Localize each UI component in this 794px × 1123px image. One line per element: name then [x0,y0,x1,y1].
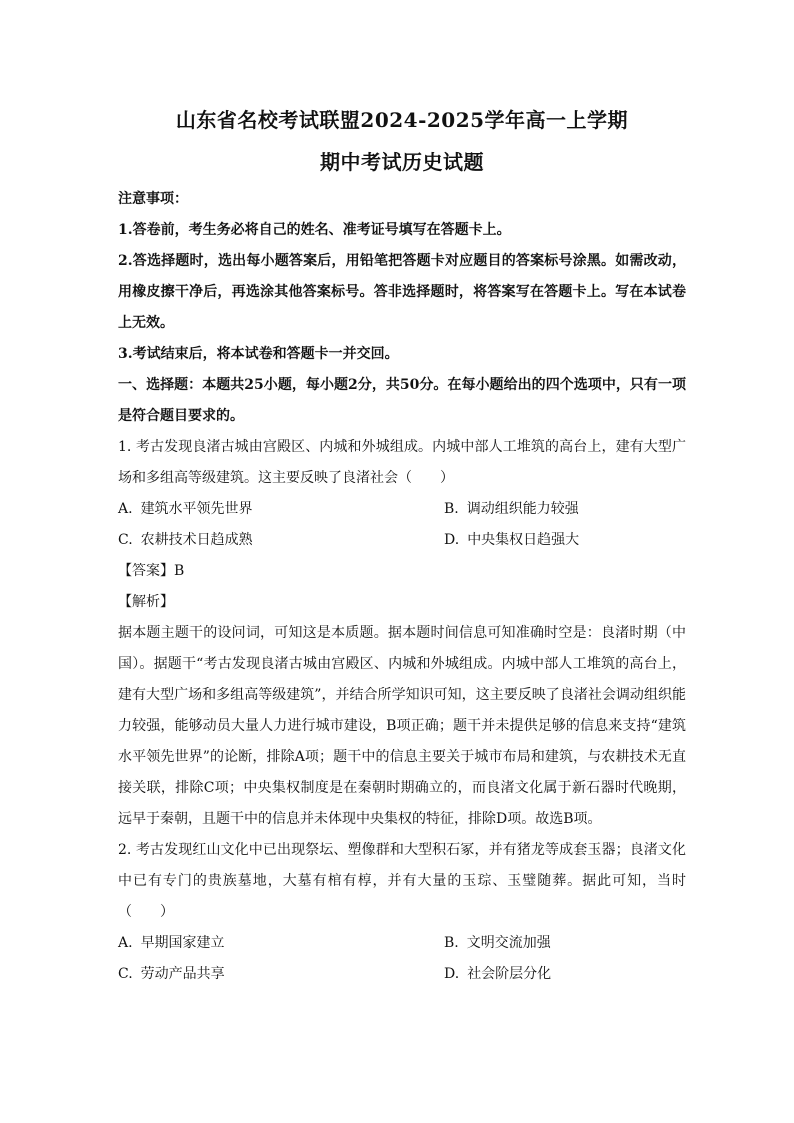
option-text: 劳动产品共享 [140,966,225,982]
option-letter: C. [118,966,133,982]
question-1-option-d [444,525,686,556]
option-letter: A. [118,501,133,517]
question-1-option-b [444,494,686,525]
option-letter: B. [444,935,459,951]
option-letter: D. [444,532,460,548]
question-2-option-d [444,959,686,990]
option-letter: A. [118,935,133,951]
section-heading: 一、选择题：本题共25小题，每小题2分，共50分。在每小题给出的四个选项中，只有一项是符合题目要求的。 [118,377,686,424]
question-1-analysis: 据本题主题干的设问词，可知这是本质题。据本题时间信息可知准确时空是：良渚时期（中国）。据题干“考古发现良渚古城由宫殿区、内城和外城组成。内城中部人工堆筑的高台上，建有大型广场和多组高等级建筑”，并结合所学知识可知，这主要反映了良渚社会调动组织能力较强，能够动员大量人力进行城市建设，B项正确；题干并未提供足够的信息来支持“建筑水平领先世界”的论断，排除A项；题干中的信息主要关于城市布局和建筑，与农耕技术无直接关联，排除C项；中央集权制度是在秦朝时期确立的，而良渚文化属于新石器时代晚期，远早于秦朝，且题干中的信息并未体现中央集权的特征，排除D项。故选B项。 [118,625,686,827]
question-2-options [118,928,686,990]
question-1-option-c [118,525,444,556]
option-text: 调动组织能力较强 [466,501,579,517]
note-item-3: 3.考试结束后，将本试卷和答题卡一并交回。 [118,346,399,362]
option-text: 文明交流加强 [466,935,551,951]
option-letter: B. [444,501,459,517]
option-text: 社会阶层分化 [467,966,552,982]
note-item-1: 1.答卷前，考生务必将自己的姓名、准考证号填写在答题卡上。 [118,222,511,238]
option-text: 早期国家建立 [140,935,225,951]
option-text: 农耕技术日趋成熟 [140,532,253,548]
question-1-answer: 【答案】B [118,563,185,579]
question-1-option-a [118,494,444,525]
document-subtitle: 期中考试历史试题 [320,150,484,174]
note-item-2: 2.答选择题时，选出每小题答案后，用铅笔把答题卡对应题目的答案标号涂黑。如需改动，用橡皮擦干净后，再选涂其他答案标号。答非选择题时，将答案写在答题卡上。写在本试卷上无效。 [118,253,686,331]
question-1-options [118,494,686,556]
question-1-analysis-label: 【解析】 [118,594,174,610]
notes-heading: 注意事项： [118,191,188,207]
document-title: 山东省名校考试联盟2024-2025学年高一上学期 [175,108,629,132]
question-2-option-a [118,928,444,959]
option-letter: D. [444,966,460,982]
document-body [118,184,686,990]
question-2-option-c [118,959,444,990]
option-text: 建筑水平领先世界 [140,501,253,517]
question-2-option-b [444,928,686,959]
question-2-stem: 2. 考古发现红山文化中已出现祭坛、塑像群和大型积石冢，并有猪龙等成套玉器；良渚文化中已有专门的贵族墓地，大墓有棺有椁，并有大量的玉琮、玉璧随葬。据此可知，当时（ ） [118,842,686,920]
option-text: 中央集权日趋强大 [467,532,580,548]
option-letter: C. [118,532,133,548]
question-1-stem: 1. 考古发现良渚古城由宫殿区、内城和外城组成。内城中部人工堆筑的高台上，建有大型广场和多组高等级建筑。这主要反映了良渚社会（ ） [118,439,686,486]
